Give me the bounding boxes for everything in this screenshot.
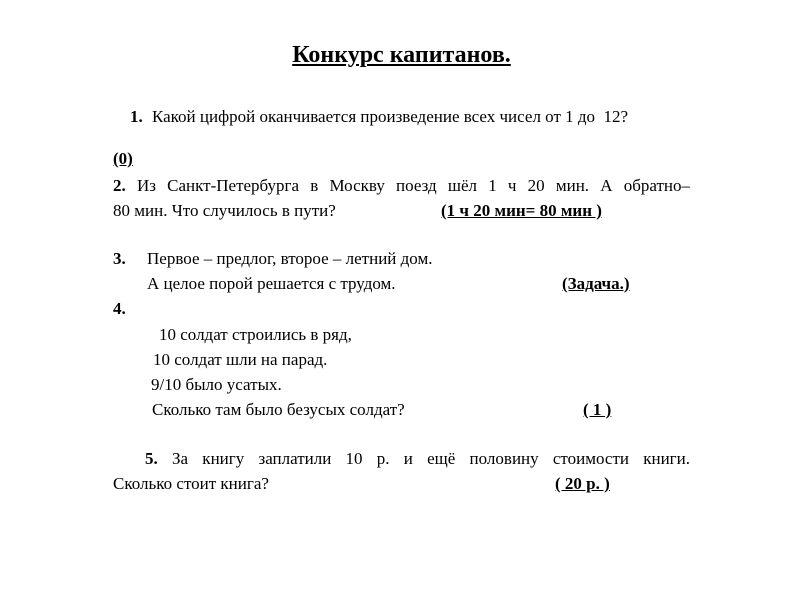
question-4-line3 <box>113 372 690 397</box>
question-2 <box>113 173 690 223</box>
question-4-text-line4: Сколько там было безусых солдат? <box>152 400 405 419</box>
question-2-text-line2: 80 мин. Что случилось в пути? <box>113 201 336 220</box>
question-4-line2 <box>113 347 690 372</box>
question-2-line1 <box>113 173 690 198</box>
answer-1 <box>113 146 690 171</box>
question-5-text-line1: За книгу заплатили 10 р. и ещё половину стоимости книги. <box>172 449 690 468</box>
question-5-line2 <box>113 471 690 496</box>
question-2-line2 <box>113 198 690 223</box>
answer-3-text: (Задача.) <box>562 274 630 293</box>
question-1-number: 1. <box>130 107 143 126</box>
question-4-line4 <box>113 397 690 422</box>
question-3-text-line1: Первое – предлог, второе – летний дом. <box>147 249 433 268</box>
question-3-line2 <box>113 271 690 296</box>
question-2-number: 2. <box>113 176 126 195</box>
question-4-line1 <box>113 322 690 347</box>
question-3-text-line2: А целое порой решается с трудом. <box>147 274 396 293</box>
question-5-line1 <box>113 446 690 471</box>
answer-5-text: ( 20 р. ) <box>555 474 610 493</box>
question-3 <box>113 246 690 296</box>
question-4-text-line3: 9/10 было усатых. <box>151 375 282 394</box>
question-4-body <box>113 322 690 422</box>
question-5-number: 5. <box>145 449 158 468</box>
question-5-text-line2: Сколько стоит книга? <box>113 474 269 493</box>
question-5 <box>113 446 690 496</box>
answer-2-text: (1 ч 20 мин= 80 мин ) <box>441 201 602 220</box>
question-1 <box>113 104 690 129</box>
answer-4-text: ( 1 ) <box>583 400 612 419</box>
question-4-text-line2: 10 солдат шли на парад. <box>153 350 328 369</box>
question-4-number-line <box>113 296 690 321</box>
question-1-text: Какой цифрой оканчивается произведение всех чисел от 1 до 12? <box>152 107 629 126</box>
page-title: Конкурс капитанов. <box>292 42 511 68</box>
document-content <box>113 42 690 496</box>
question-3-line1 <box>113 246 690 271</box>
answer-1-text: (0) <box>113 149 133 168</box>
question-4-number: 4. <box>113 299 126 318</box>
question-2-text-line1: Из Санкт-Петербурга в Москву поезд шёл 1 ч 20 мин. А обратно– <box>136 176 691 195</box>
question-3-number: 3. <box>113 249 126 268</box>
question-4-text-line1: 10 солдат строились в ряд, <box>159 325 352 344</box>
